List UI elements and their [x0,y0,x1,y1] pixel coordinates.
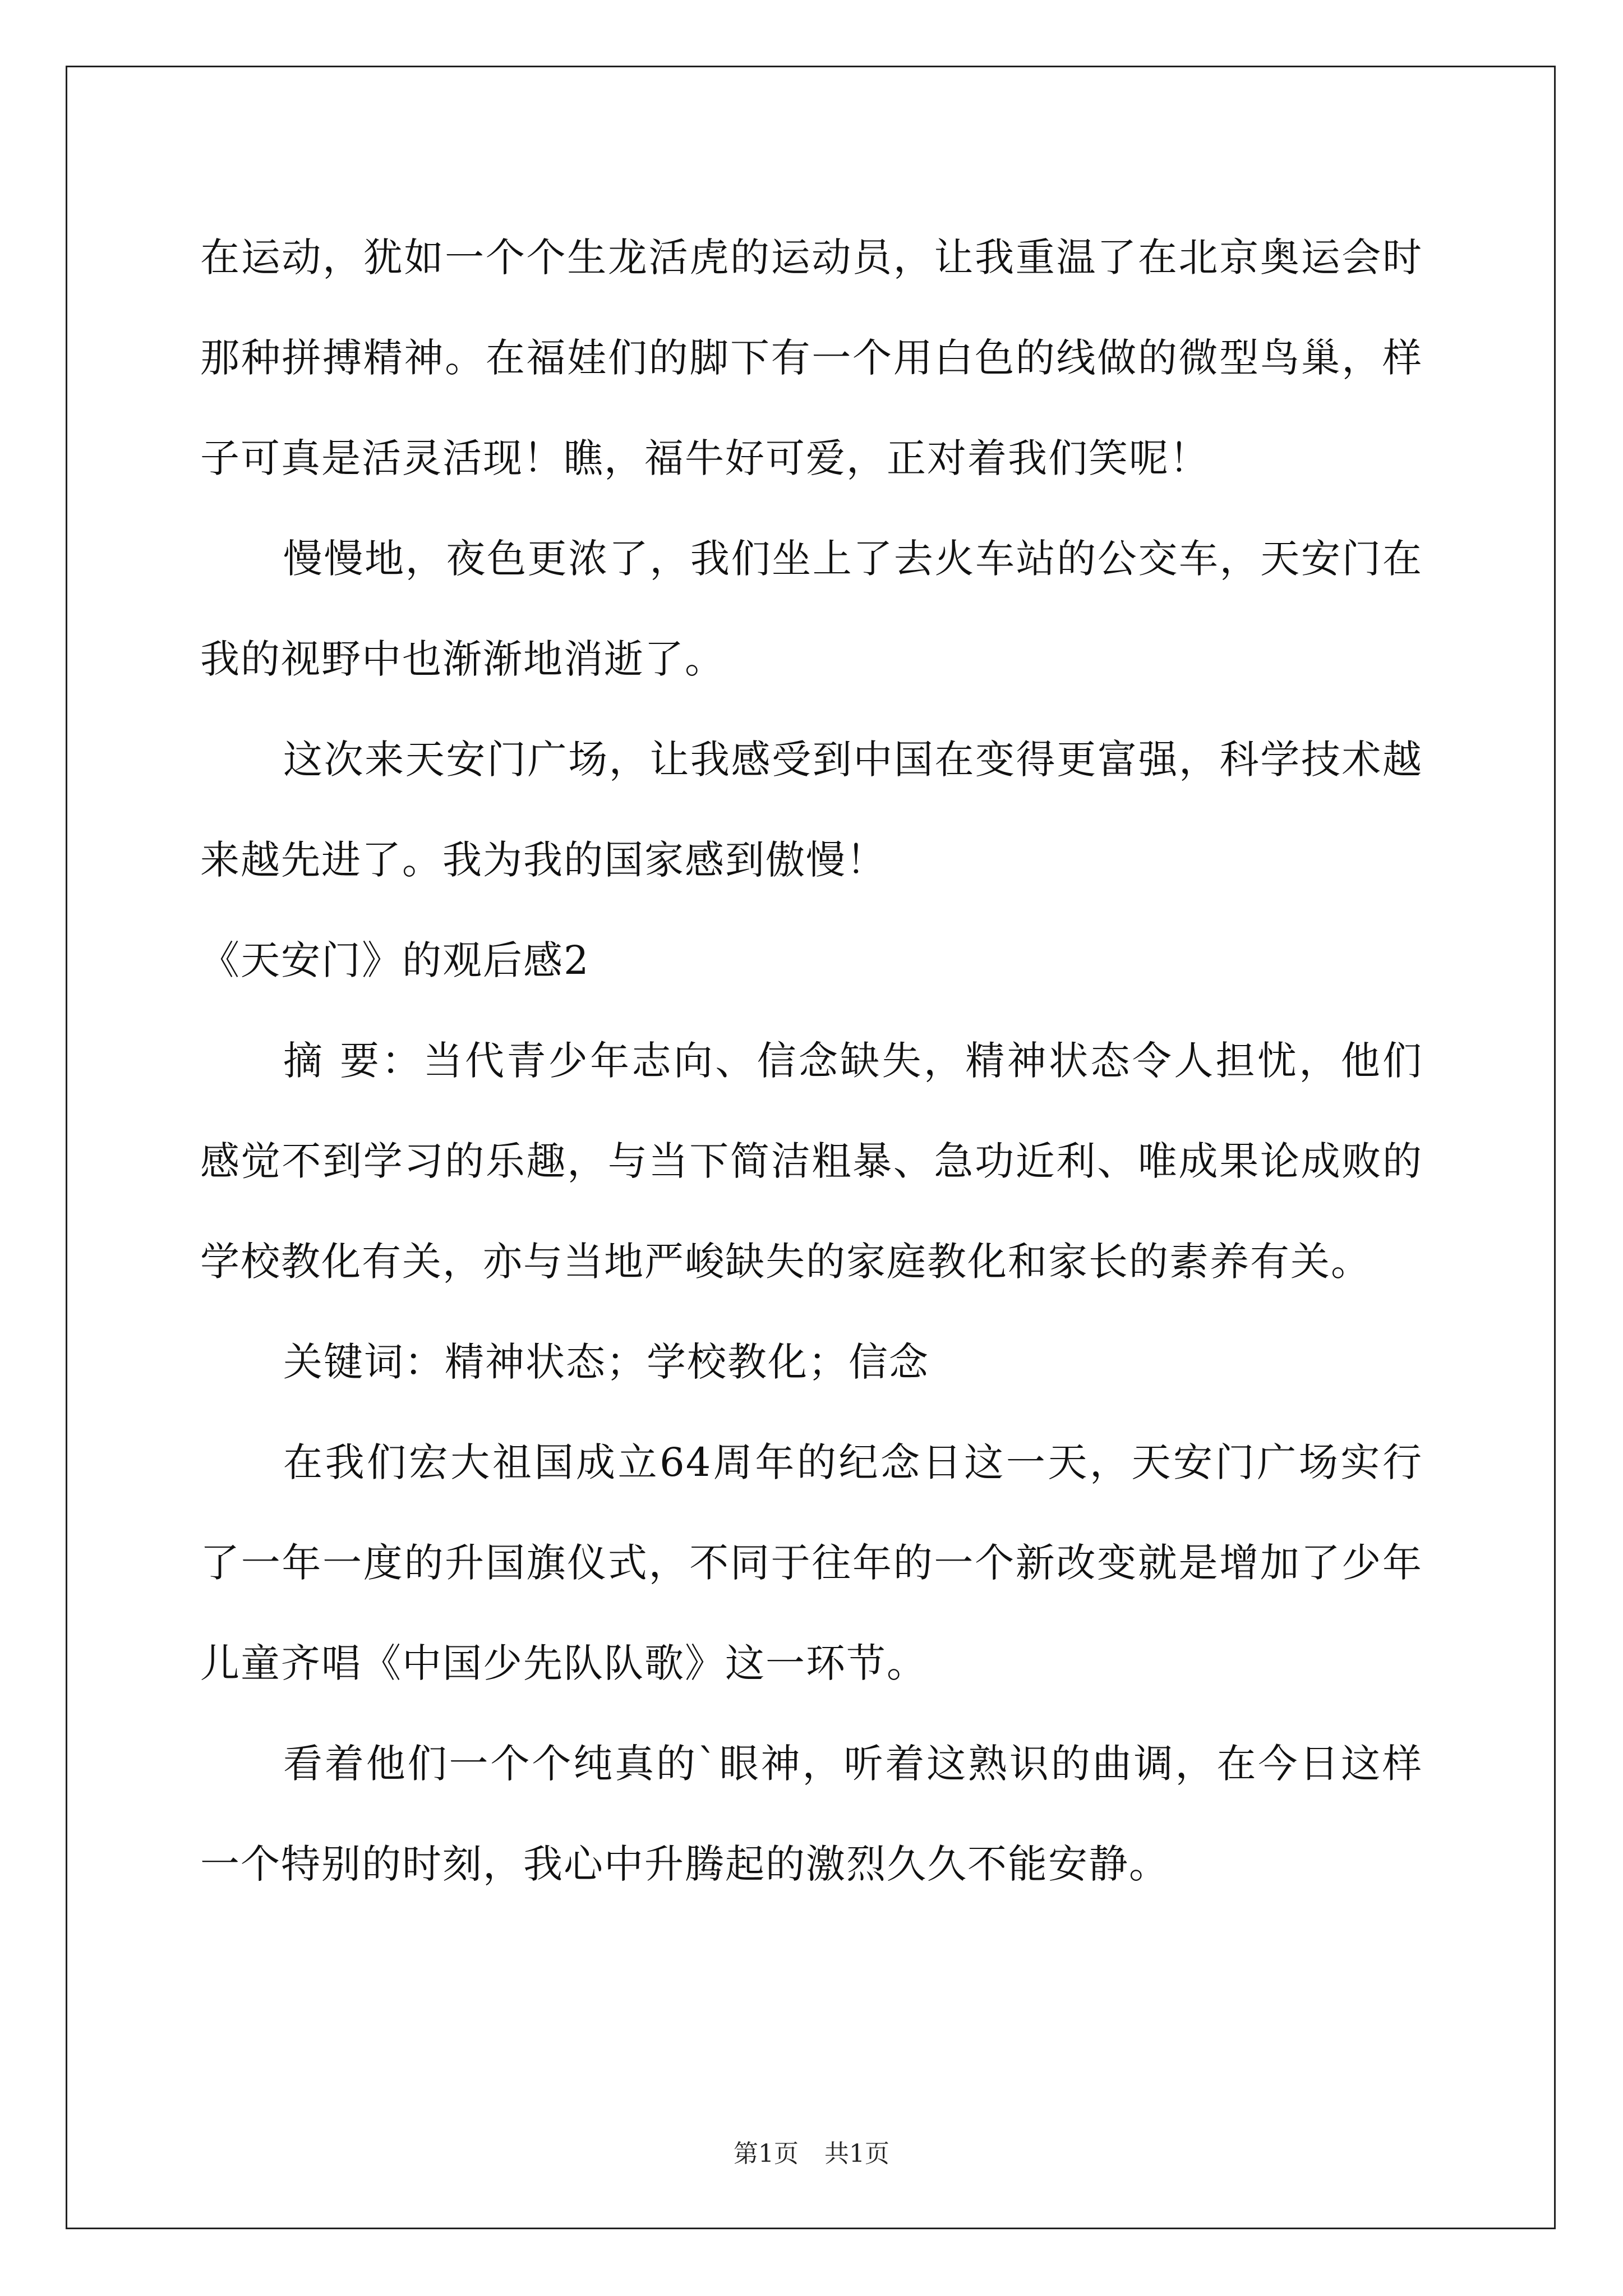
paragraph-2: 慢慢地，夜色更浓了，我们坐上了去火车站的公交车，天安门在我的视野中也渐渐地消逝了。 [200,536,1423,682]
abstract-paragraph: 摘 要：当代青少年志向、信念缺失，精神状态令人担忧，他们感觉不到学习的乐趣，与当下简洁粗暴、急功近利、唯成果论成败的学校教化有关，亦与当地严峻缺失的家庭教化和家长的素养有关。 [200,1038,1423,1285]
paragraph-4: 在我们宏大祖国成立64周年的纪念日这一天，天安门广场实行了一年一度的升国旗仪式，不同于往年的一个新改变就是增加了少年儿童齐唱《中国少先队队歌》这一环节。 [200,1439,1423,1686]
page-number: 第1页 [734,2139,799,2168]
document-body [200,208,1423,1915]
keywords-paragraph: 关键词：精神状态；学校教化；信念 [283,1339,929,1385]
page-total: 共1页 [824,2139,889,2168]
paragraph-1: 在运动，犹如一个个生龙活虎的运动员，让我重温了在北京奥运会时那种拼搏精神。在福娃们的脚下有一个用白色的线做的微型鸟巢，样子可真是活灵活现！瞧，福牛好可爱，正对着我们笑呢！ [200,234,1423,481]
paragraph-3: 这次来天安门广场，让我感受到中国在变得更富强，科学技术越来越先进了。我为我的国家感到傲慢！ [200,737,1423,883]
section-title: 《天安门》的观后感2 [200,937,590,983]
page-footer [0,2137,1623,2171]
paragraph-5: 看着他们一个个纯真的`眼神，听着这熟识的曲调，在今日这样一个特别的时刻，我心中升腾起的激烈久久不能安静。 [200,1741,1423,1887]
